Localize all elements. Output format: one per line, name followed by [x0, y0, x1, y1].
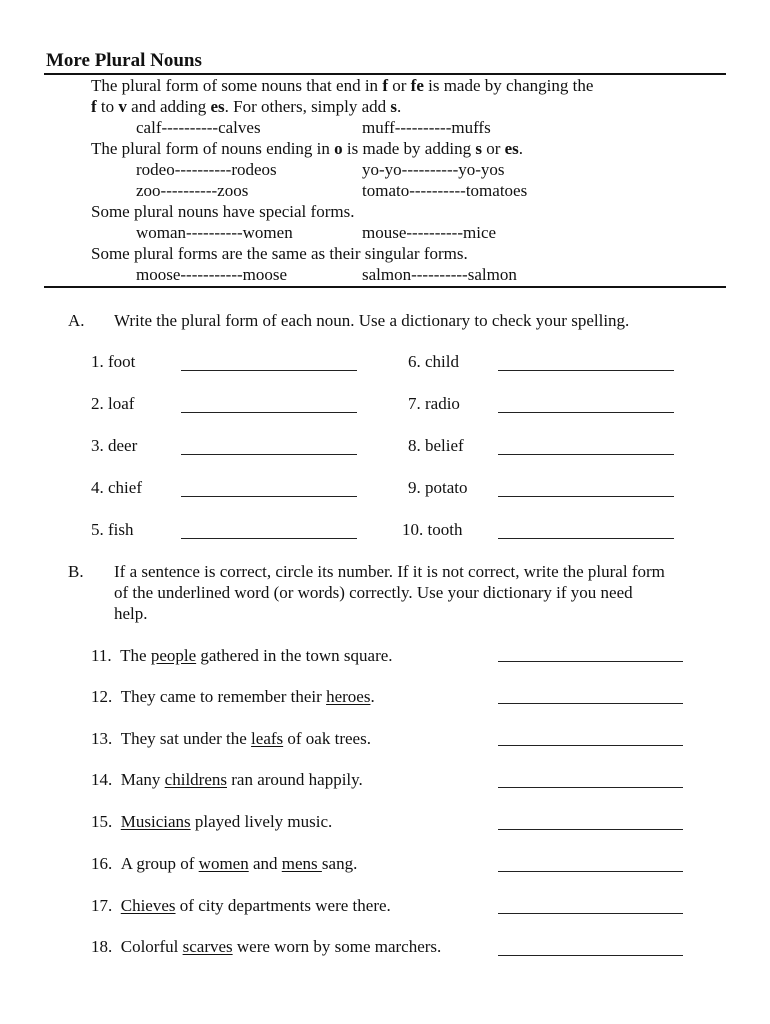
rule-text-3: Some plural nouns have special forms.: [91, 202, 355, 221]
answer-blank-5[interactable]: [181, 538, 357, 539]
page-title: More Plural Nouns: [46, 50, 202, 71]
answer-blank-10[interactable]: [498, 538, 674, 539]
answer-blank-14[interactable]: [498, 787, 683, 788]
section-b-instruction-3: help.: [114, 604, 148, 623]
section-a-instruction: Write the plural form of each noun. Use a dictionary to check your spelling.: [114, 311, 630, 330]
section-b-letter: B.: [68, 562, 84, 581]
item-label-10: 10. tooth: [402, 520, 463, 539]
answer-blank-11[interactable]: [498, 661, 683, 662]
example-mouse: mouse----------mice: [362, 223, 497, 242]
rule-text-1b: f to v and adding es. For others, simply add s.: [91, 97, 402, 116]
rule-text-1a: The plural form of some nouns that end in f or fe is made by changing the: [91, 76, 594, 95]
item-label-3: 3. deer: [91, 436, 138, 455]
sentence-13: 13. They sat under the leafs of oak trees.: [91, 729, 371, 748]
rules-bottom-rule: [44, 286, 726, 288]
sentence-18: 18. Colorful scarves were worn by some marchers.: [91, 937, 442, 956]
sentence-16: 16. A group of women and mens sang.: [91, 854, 358, 873]
answer-blank-8[interactable]: [498, 454, 674, 455]
answer-blank-2[interactable]: [181, 412, 357, 413]
answer-blank-13[interactable]: [498, 745, 683, 746]
answer-blank-17[interactable]: [498, 913, 683, 914]
rule-text-4: Some plural forms are the same as their singular forms.: [91, 244, 468, 263]
answer-blank-15[interactable]: [498, 829, 683, 830]
example-woman: woman----------women: [136, 223, 293, 242]
answer-blank-1[interactable]: [181, 370, 357, 371]
example-rodeo: rodeo----------rodeos: [136, 160, 277, 179]
item-label-7: 7. radio: [408, 394, 460, 413]
example-yoyo: yo-yo----------yo-yos: [362, 160, 505, 179]
example-muff: muff----------muffs: [362, 118, 491, 137]
example-calf: calf----------calves: [136, 118, 261, 137]
item-label-2: 2. loaf: [91, 394, 135, 413]
item-label-4: 4. chief: [91, 478, 142, 497]
item-label-8: 8. belief: [408, 436, 464, 455]
example-salmon: salmon----------salmon: [362, 265, 517, 284]
item-label-5: 5. fish: [91, 520, 134, 539]
sentence-17: 17. Chieves of city departments were there.: [91, 896, 391, 915]
item-label-6: 6. child: [408, 352, 459, 371]
sentence-14: 14. Many childrens ran around happily.: [91, 770, 363, 789]
sentence-15: 15. Musicians played lively music.: [91, 812, 333, 831]
example-moose: moose-----------moose: [136, 265, 288, 284]
rule-text-2: The plural form of nouns ending in o is made by adding s or es.: [91, 139, 524, 158]
item-label-1: 1. foot: [91, 352, 136, 371]
answer-blank-3[interactable]: [181, 454, 357, 455]
section-b-instruction-1: If a sentence is correct, circle its number. If it is not correct, write the plural form: [114, 562, 665, 581]
example-tomato: tomato----------tomatoes: [362, 181, 528, 200]
item-label-9: 9. potato: [408, 478, 468, 497]
answer-blank-6[interactable]: [498, 370, 674, 371]
answer-blank-7[interactable]: [498, 412, 674, 413]
answer-blank-4[interactable]: [181, 496, 357, 497]
sentence-11: 11. The people gathered in the town square.: [91, 646, 393, 665]
section-a-letter: A.: [68, 311, 85, 330]
title-rule: [44, 73, 726, 75]
answer-blank-12[interactable]: [498, 703, 683, 704]
sentence-12: 12. They came to remember their heroes.: [91, 687, 375, 706]
example-zoo: zoo----------zoos: [136, 181, 249, 200]
answer-blank-9[interactable]: [498, 496, 674, 497]
section-b-instruction-2: of the underlined word (or words) correctly. Use your dictionary if you need: [114, 583, 633, 602]
answer-blank-16[interactable]: [498, 871, 683, 872]
answer-blank-18[interactable]: [498, 955, 683, 956]
